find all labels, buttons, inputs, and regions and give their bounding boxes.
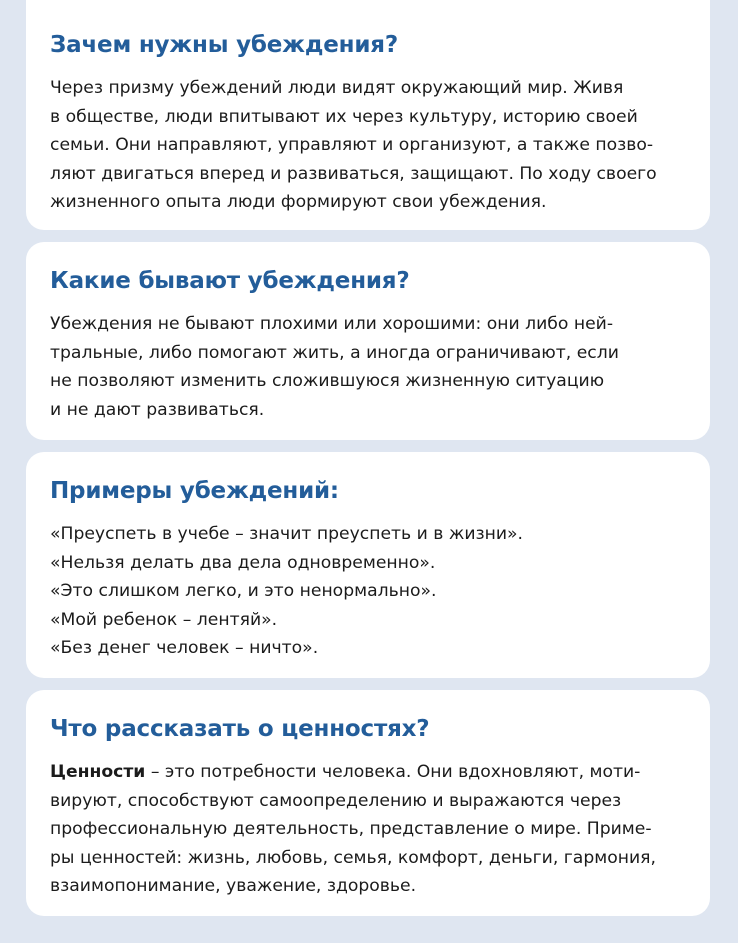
text-line: профессиональную деятельность, представление о мире. Приме- xyxy=(50,819,652,839)
example-item: «Это слишком легко, и это ненормально». xyxy=(50,581,437,601)
text-line: жизненного опыта люди формируют свои убеждения. xyxy=(50,192,547,212)
examples-list xyxy=(50,520,692,663)
text-line: тральные, либо помогают жить, а иногда ограничивают, если xyxy=(50,342,619,363)
section-card-belief-examples xyxy=(26,452,710,678)
section-title: Зачем нужны убеждения? xyxy=(50,32,398,58)
text-line: взаимопонимание, уважение, здоровье. xyxy=(50,876,417,896)
values-term: Ценности xyxy=(50,762,146,782)
text-line: в обществе, люди впитывают их через культуру, историю своей xyxy=(50,106,638,127)
section-title: Какие бывают убеждения? xyxy=(50,268,410,294)
text-line: вируют, способствуют самоопределению и выражаются через xyxy=(50,790,622,811)
example-item: «Нельзя делать два дела одновременно». xyxy=(50,552,436,573)
text-line xyxy=(50,758,692,787)
section-card-values xyxy=(26,690,710,916)
text-line: не позволяют изменить сложившуюся жизненную ситуацию xyxy=(50,371,605,391)
section-title: Что рассказать о ценностях? xyxy=(50,716,430,742)
text-line: семьи. Они направляют, управляют и организуют, а также позво- xyxy=(50,135,654,155)
section-card-why-beliefs xyxy=(26,0,710,230)
values-definition: – это потребности человека. Они вдохновляют, моти- xyxy=(145,762,641,782)
section-text xyxy=(50,74,692,217)
text-line: Убеждения не бывают плохими или хорошими: они либо ней- xyxy=(50,314,614,334)
example-item: «Мой ребенок – лентяй». xyxy=(50,609,278,630)
text-line: ляют двигаться вперед и развиваться, защищают. По ходу своего xyxy=(50,163,657,184)
section-title: Примеры убеждений: xyxy=(50,478,339,504)
section-card-belief-types xyxy=(26,242,710,440)
section-text xyxy=(50,310,692,424)
section-text xyxy=(50,758,692,901)
example-item: «Без денег человек – ничто». xyxy=(50,638,319,658)
text-line: ры ценностей: жизнь, любовь, семья, комфорт, деньги, гармония, xyxy=(50,847,656,868)
example-item: «Преуспеть в учебе – значит преуспеть и в жизни». xyxy=(50,524,524,544)
text-line: и не дают развиваться. xyxy=(50,399,265,420)
text-line: Через призму убеждений люди видят окружающий мир. Живя xyxy=(50,78,624,98)
